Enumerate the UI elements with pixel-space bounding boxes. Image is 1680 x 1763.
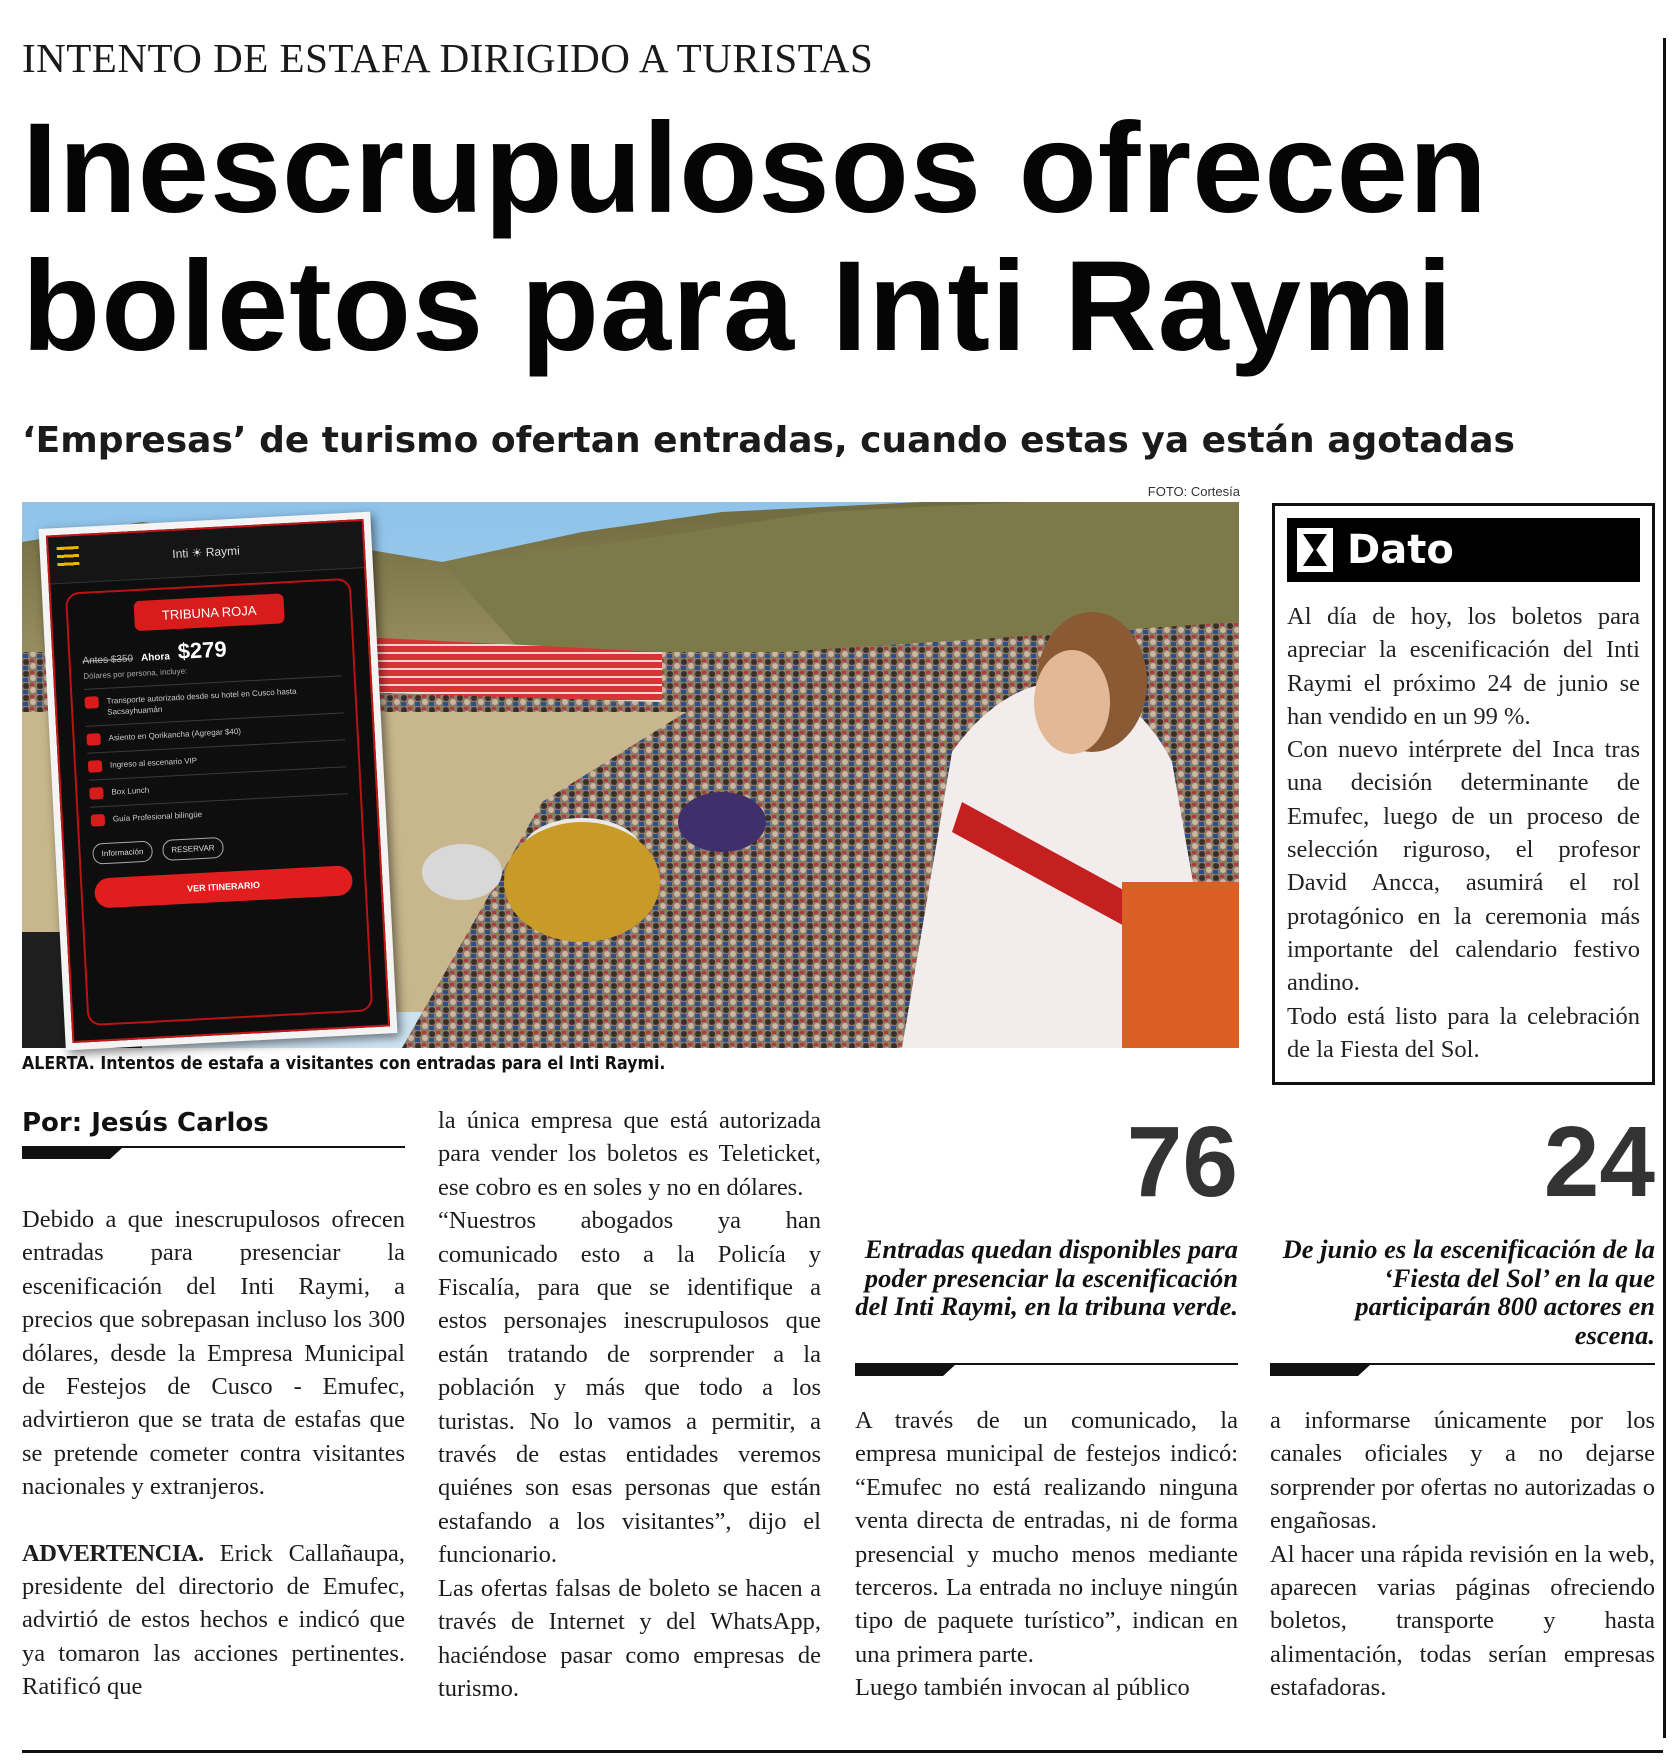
ticket-card (65, 578, 373, 1026)
body-paragraph: “Nuestros abogados ya han comunicado esto a la Policía y Fiscalía, para que se identifique a estos personajes inescrupulosos que están tratando de sorprender a la población y más que todo a los turistas. No lo vamos a permitir, a través de estas entidades veremos quiénes son esas personas que están estafando a los visitantes”, dijo el funcionario. (438, 1207, 821, 1569)
feature-item: Box Lunch (89, 766, 348, 806)
photo-credit: FOTO: Cortesía (1147, 484, 1240, 499)
feature-item: Asiento en Qorikancha (Agregar $40) (86, 712, 345, 752)
dato-title: Dato (1347, 527, 1454, 573)
stat-rule-tab (855, 1365, 955, 1376)
article-column-1 (22, 1203, 405, 1704)
dato-sidebar (1272, 503, 1655, 1085)
ticket-icon (88, 760, 103, 773)
feature-item: Guía Profesional bilingüe (90, 793, 349, 833)
body-paragraph: ADVERTENCIA. Erick Callañaupa, presidente del directorio de Emufec, advirtió de estos hechos e indicó que ya tomaron las acciones pertinentes. Ratificó que (22, 1539, 405, 1701)
ticket-type-badge: TRIBUNA ROJA (133, 593, 284, 631)
seat-icon (86, 733, 101, 746)
dato-paragraph: Con nuevo intérprete del Inca tras una decisión determinante de Emufec, luego de un proceso de selección riguroso, el profesor David Ancca, asumirá el rol protagónico en la ceremonia más importante del calendario festivo andino. (1287, 736, 1640, 997)
stat-rule-tab (1270, 1365, 1370, 1376)
price-label: Ahora (140, 651, 171, 664)
lunch-icon (89, 787, 104, 800)
feature-item: Ingreso al escenario VIP (87, 739, 346, 779)
article-column-2 (438, 1104, 821, 1705)
caption-text: Intentos de estafa a visitantes con entradas para el Inti Raymi. (94, 1053, 666, 1074)
phone-header (48, 521, 364, 584)
old-price: Antes $350 (82, 653, 134, 667)
kicker: INTENTO DE ESTAFA DIRIGIDO A TURISTAS (22, 35, 874, 81)
dato-paragraph: Al día de hoy, los boletos para apreciar la escenificación del Inti Raymi el próximo 24 de junio se han vendido en un 99 %. (1287, 603, 1640, 730)
phone-ad-screenshot (39, 512, 398, 1051)
byline-rule (22, 1146, 405, 1148)
article-column-3 (855, 1404, 1238, 1705)
reserve-button: RESERVAR (162, 837, 224, 861)
dato-header (1287, 518, 1640, 582)
body-paragraph: Luego también invocan al público (855, 1674, 1190, 1702)
stat-number: 24 (1543, 1106, 1655, 1218)
article-column-4 (1270, 1404, 1655, 1705)
phone-screen (46, 519, 390, 1043)
page-right-rule (1663, 38, 1666, 1738)
headline (22, 97, 1662, 378)
stat-description: De junio es la escenificación de la ‘Fiesta del Sol’ en la que participarán 800 actores en escena. (1282, 1234, 1655, 1350)
brand-logo: Inti ☀ Raymi (171, 543, 241, 562)
info-button: Información (92, 841, 153, 865)
body-paragraph: A través de un comunicado, la empresa municipal de festejos indicó: “Emufec no está realizando ninguna venta directa de entradas, ni de forma presencial y mucho menos mediante terceros. La entrada no incluye ningún tipo de paquete turístico”, indican en una primera parte. (855, 1407, 1238, 1668)
page-bottom-rule (22, 1750, 1663, 1753)
price-value: $279 (177, 636, 228, 664)
byline-rule-tab (22, 1148, 122, 1159)
caption-lead: ALERTA. (22, 1053, 95, 1074)
bus-icon (84, 696, 99, 709)
body-paragraph: Al hacer una rápida revisión en la web, aparecen varias páginas ofreciendo boletos, transporte y hasta alimentación, todas serían empresas estafadoras. (1270, 1540, 1655, 1702)
feature-item: Transporte autorizado desde su hotel en Cusco hasta Sacsayhuamán (84, 675, 344, 725)
guide-icon (91, 814, 106, 827)
headline-line-1: Inescrupulosos ofrecen (22, 97, 1488, 240)
itinerary-button: VER ITINERARIO (94, 865, 353, 908)
body-paragraph: Las ofertas falsas de boleto se hacen a través de Internet y del WhatsApp, haciéndose pasar como empresas de turismo. (438, 1574, 821, 1702)
hourglass-icon (1297, 528, 1333, 572)
stat-number: 76 (1126, 1106, 1238, 1218)
stat-rule (855, 1363, 1238, 1365)
ad-button-row (92, 830, 351, 864)
menu-icon (57, 546, 80, 567)
body-paragraph: Debido a que inescrupulosos ofrecen entradas para presenciar la escenificación del Inti Raymi, a precios que sobrepasan incluso los 300 dólares, desde la Empresa Municipal de Festejos de Cusco - Emufec, advirtieron que se trata de estafas que se pretende cometer contra visitantes nacionales y extranjeros. (22, 1206, 405, 1501)
byline: Por: Jesús Carlos (22, 1108, 269, 1138)
dato-body (1287, 600, 1640, 1066)
photo-caption (22, 1053, 665, 1074)
subheadline: ‘Empresas’ de turismo ofertan entradas, cuando estas ya están agotadas (22, 420, 1515, 461)
body-paragraph: la única empresa que está autorizada para vender los boletos es Teleticket, ese cobro es en soles y no en dólares. (438, 1107, 821, 1201)
headline-line-2: boletos para Inti Raymi (22, 235, 1454, 378)
stat-description: Entradas quedan disponibles para poder presenciar la escenificación del Inti Raymi, en la tribuna verde. (855, 1234, 1238, 1321)
stat-rule (1270, 1363, 1655, 1365)
price-note: Dólares por persona, incluye: (83, 666, 188, 681)
dato-paragraph: Todo está listo para la celebración de la Fiesta del Sol. (1287, 1002, 1640, 1063)
section-lead: ADVERTENCIA. (22, 1539, 204, 1567)
body-paragraph: a informarse únicamente por los canales oficiales y a no dejarse sorprender por ofertas no autorizadas o engañosas. (1270, 1407, 1655, 1535)
